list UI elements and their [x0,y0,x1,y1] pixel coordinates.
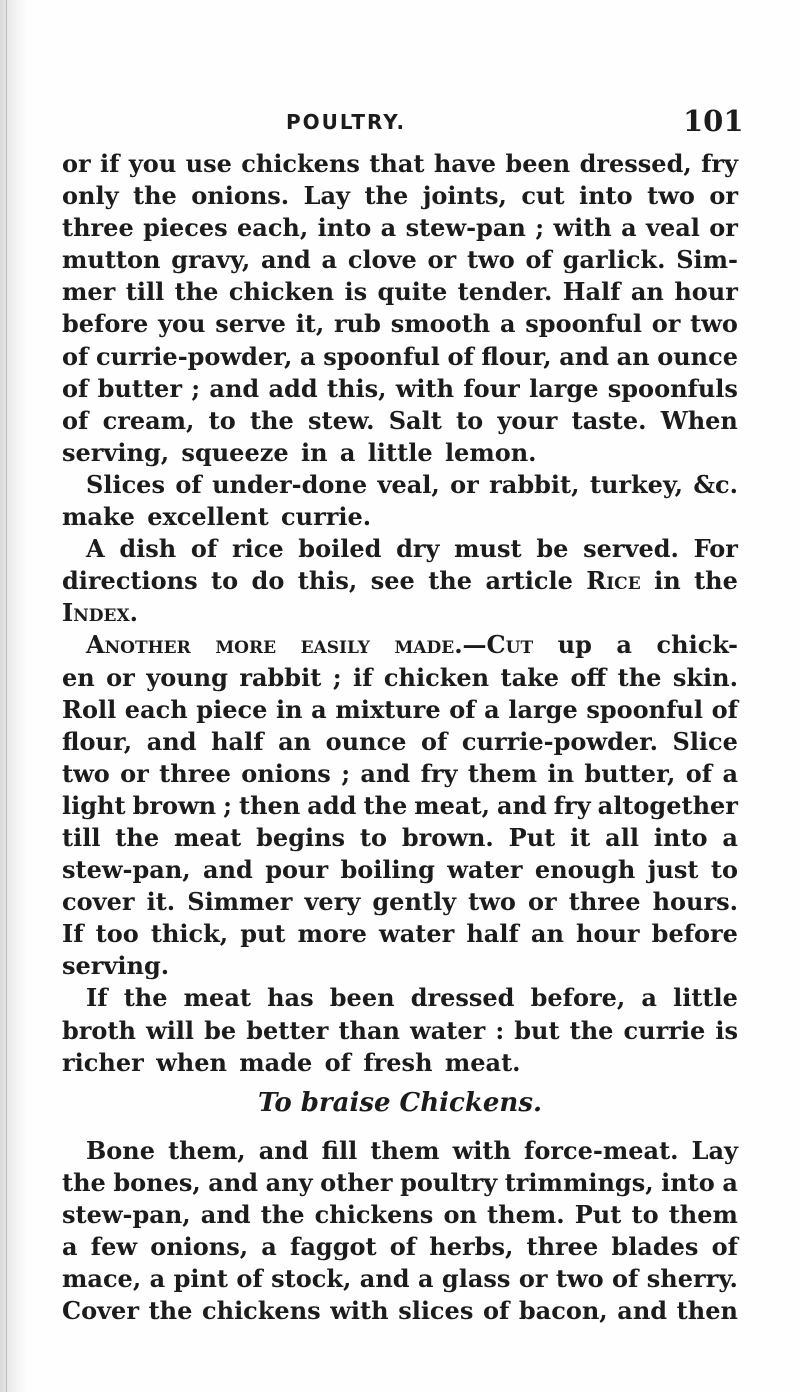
section-heading: To braise Chickens. [257,1087,543,1118]
text-line: broth will be better than water : but the currie is [62,1015,738,1045]
text-line: only the onions. Lay the joints, cut into two or [62,181,738,211]
text-line: mace, a pint of stock, and a glass or two of sherry. [62,1264,738,1294]
text-line: flour, and half an ounce of currie-powder. Slice [62,726,738,756]
page-number: 101 [683,104,744,138]
text-line: Slices of under-done veal, or rabbit, turkey, &c. [86,469,738,499]
text-line: cover it. Simmer very gently two or three hours. [62,887,738,917]
text-line: mer till the chicken is quite tender. Half an hour [62,277,738,307]
currie-recipe-text [62,148,738,1079]
text-line: stew-pan, and pour boiling water enough just to [62,855,738,885]
text-line: If the meat has been dressed before, a little [86,983,738,1013]
text-line: before you serve it, rub smooth a spoonful or two [62,309,738,339]
text-line: mutton gravy, and a clove or two of garlick. Sim- [62,245,738,275]
text-line: directions to do this, see the article Rice in the [62,566,738,596]
braise-chickens-text [62,1135,738,1328]
running-title: POULTRY. [286,110,407,134]
running-head [60,104,760,144]
text-line: Cover the chickens with slices of bacon, and then [62,1296,738,1326]
gutter-line [6,0,7,1392]
text-line: of currie-powder, a spoonful of flour, and an ounce [62,341,738,371]
text-line: three pieces each, into a stew-pan ; with a veal or [62,213,738,243]
text-line: serving. [62,951,170,981]
text-line: of butter ; and add this, with four large spoonfuls [62,373,738,403]
page-gutter-shadow [0,0,28,1392]
text-line: a few onions, a faggot of herbs, three blades of [62,1232,738,1261]
text-line: of cream, to the stew. Salt to your taste. When [62,405,738,435]
text-line: stew-pan, and the chickens on them. Put to them [62,1199,738,1229]
text-line: make excellent currie. [62,502,372,532]
text-line: richer when made of fresh meat. [62,1047,521,1077]
text-line: serving, squeeze in a little lemon. [62,437,537,467]
text-line: till the meat begins to brown. Put it all into a [62,822,738,852]
text-line: Another more easily made.—Cut up a chick- [86,630,738,660]
text-line: A dish of rice boiled dry must be served. For [86,534,738,564]
text-line: Index. [62,598,139,628]
text-line: the bones, and any other poultry trimmings, into a [62,1167,738,1197]
text-line: two or three onions ; and fry them in butter, of a [62,758,738,788]
text-line: en or young rabbit ; if chicken take off the skin. [62,662,738,692]
text-line: Bone them, and fill them with force-meat. Lay [86,1135,738,1165]
body-text [62,148,738,1327]
text-line: If too thick, put more water half an hour before [62,919,738,949]
text-line: light brown ; then add the meat, and fry altogether [62,790,738,820]
text-line: Roll each piece in a mixture of a large spoonful of [62,694,738,724]
text-line: or if you use chickens that have been dressed, fry [62,149,738,178]
